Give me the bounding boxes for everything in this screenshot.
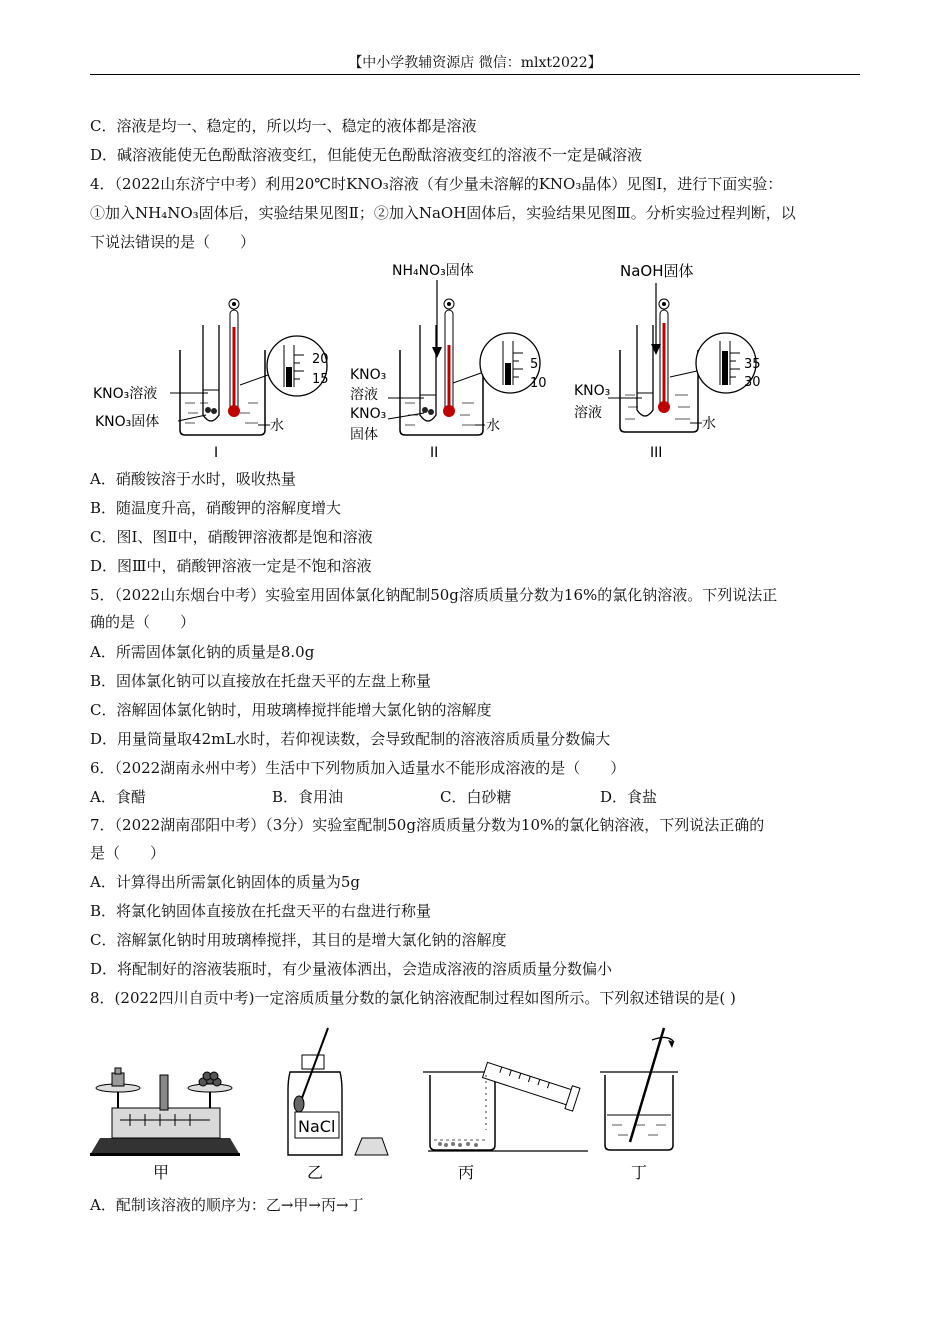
q5-option-a: A．所需固体氯化钠的质量是8.0g xyxy=(90,643,315,661)
scale-1-bottom: 15 xyxy=(312,372,329,387)
label-water-3: 水 xyxy=(702,416,716,432)
q4-stem-1: 4．（2022山东济宁中考）利用20℃时KNO₃溶液（有少量未溶解的KNO₃晶体）见图Ⅰ，进行下面实验： xyxy=(90,175,783,193)
scale-3-top: 35 xyxy=(744,357,761,372)
q5-stem-2: 确的是（ ） xyxy=(90,613,196,631)
page-header: 【中小学教辅资源店 微信：mlxt2022】 xyxy=(348,55,602,71)
pouring-figure xyxy=(423,1059,588,1182)
scale-2-bottom: 10 xyxy=(530,376,547,391)
label-water-2: 水 xyxy=(486,418,500,434)
label-kno3-2d: 固体 xyxy=(350,427,378,443)
label-yi: 乙 xyxy=(307,1163,324,1182)
balance-figure xyxy=(90,1068,240,1182)
panel-1 xyxy=(93,299,329,461)
q5-stem-1: 5．（2022山东烟台中考）实验室用固体氯化钠配制50g溶质质量分数为16%的氯化钠溶液。下列说法正 xyxy=(90,586,778,604)
q8-figure xyxy=(90,1020,730,1190)
label-kno3-solution: KNO₃溶液 xyxy=(93,386,158,402)
q3-option-c: C．溶液是均一、稳定的，所以均一、稳定的液体都是溶液 xyxy=(90,117,477,135)
q7-stem-2: 是（ ） xyxy=(90,844,166,862)
label-kno3-2b: 溶液 xyxy=(350,387,378,403)
label-bing: 丙 xyxy=(458,1163,475,1182)
scale-3-bottom: 30 xyxy=(744,375,761,390)
q4-stem-3: 下说法错误的是（ ） xyxy=(90,233,256,251)
label-kno3-3b: 溶液 xyxy=(574,405,602,421)
q8-option-a: A．配制该溶液的顺序为：乙→甲→丙→丁 xyxy=(90,1196,364,1214)
roman-3: III xyxy=(650,445,663,461)
q6-options xyxy=(90,787,657,807)
q3-option-d: D．碱溶液能使无色酚酞溶液变红，但能使无色酚酞溶液变红的溶液不一定是碱溶液 xyxy=(90,146,643,164)
nacl-label: NaCl xyxy=(298,1117,336,1136)
q7-option-a: A．计算得出所需氯化钠固体的质量为5g xyxy=(90,873,360,891)
q7-stem-1: 7．（2022湖南邵阳中考）（3分）实验室配制50g溶质质量分数为10%的氯化钠溶液，下列说法正确的 xyxy=(90,816,765,834)
q6-option-a: A．食醋 xyxy=(90,788,146,806)
stirring-figure xyxy=(600,1028,678,1182)
q5-option-b: B．固体氯化钠可以直接放在托盘天平的左盘上称量 xyxy=(90,672,432,690)
label-kno3-solid: KNO₃固体 xyxy=(95,414,160,430)
header-rule xyxy=(90,74,860,75)
q6-option-d: D．食盐 xyxy=(600,788,658,806)
q4-option-b: B．随温度升高，硝酸钾的溶解度增大 xyxy=(90,499,342,517)
q4-figure xyxy=(90,255,780,465)
q7-option-b: B．将氯化钠固体直接放在托盘天平的右盘进行称量 xyxy=(90,902,432,920)
label-nh4no3: NH₄NO₃固体 xyxy=(392,263,474,279)
label-kno3-3a: KNO₃ xyxy=(574,383,611,399)
scale-1-top: 20 xyxy=(312,352,329,367)
q5-option-c: C．溶解固体氯化钠时，用玻璃棒搅拌能增大氯化钠的溶解度 xyxy=(90,701,492,719)
label-naoh: NaOH固体 xyxy=(620,262,694,280)
q5-option-d: D．用量筒量取42mL水时，若仰视读数，会导致配制的溶液溶质质量分数偏大 xyxy=(90,730,611,748)
label-water-1: 水 xyxy=(270,418,284,434)
q4-option-d: D．图Ⅲ中，硝酸钾溶液一定是不饱和溶液 xyxy=(90,557,372,575)
label-kno3-2c: KNO₃ xyxy=(350,406,387,422)
q6-stem: 6．（2022湖南永州中考）生活中下列物质加入适量水不能形成溶液的是（ ） xyxy=(90,759,626,777)
label-kno3-2a: KNO₃ xyxy=(350,367,387,383)
roman-2: II xyxy=(430,445,439,461)
q8-stem: 8．(2022四川自贡中考)一定溶质质量分数的氯化钠溶液配制过程如图所示。下列叙述错误的是( ) xyxy=(90,989,736,1007)
label-ding: 丁 xyxy=(631,1163,648,1182)
panel-2 xyxy=(350,262,547,461)
q7-option-c: C．溶解氯化钠时用玻璃棒搅拌，其目的是增大氯化钠的溶解度 xyxy=(90,931,507,949)
q6-option-b: B．食用油 xyxy=(272,788,344,806)
q6-option-c: C．白砂糖 xyxy=(440,788,512,806)
roman-1: I xyxy=(214,445,219,461)
scale-2-top: 5 xyxy=(530,357,539,372)
q4-option-c: C．图Ⅰ、图Ⅱ中，硝酸钾溶液都是饱和溶液 xyxy=(90,528,373,546)
q4-option-a: A．硝酸铵溶于水时，吸收热量 xyxy=(90,470,296,488)
q7-option-d: D．将配制好的溶液装瓶时，有少量液体洒出，会造成溶液的溶质质量分数偏小 xyxy=(90,960,613,978)
panel-3 xyxy=(574,262,761,461)
reagent-bottle-figure xyxy=(288,1028,388,1182)
label-jia: 甲 xyxy=(153,1163,170,1182)
q4-stem-2: ①加入NH₄NO₃固体后，实验结果见图Ⅱ；②加入NaOH固体后，实验结果见图Ⅲ。分析实验过程判断，以 xyxy=(90,204,796,222)
